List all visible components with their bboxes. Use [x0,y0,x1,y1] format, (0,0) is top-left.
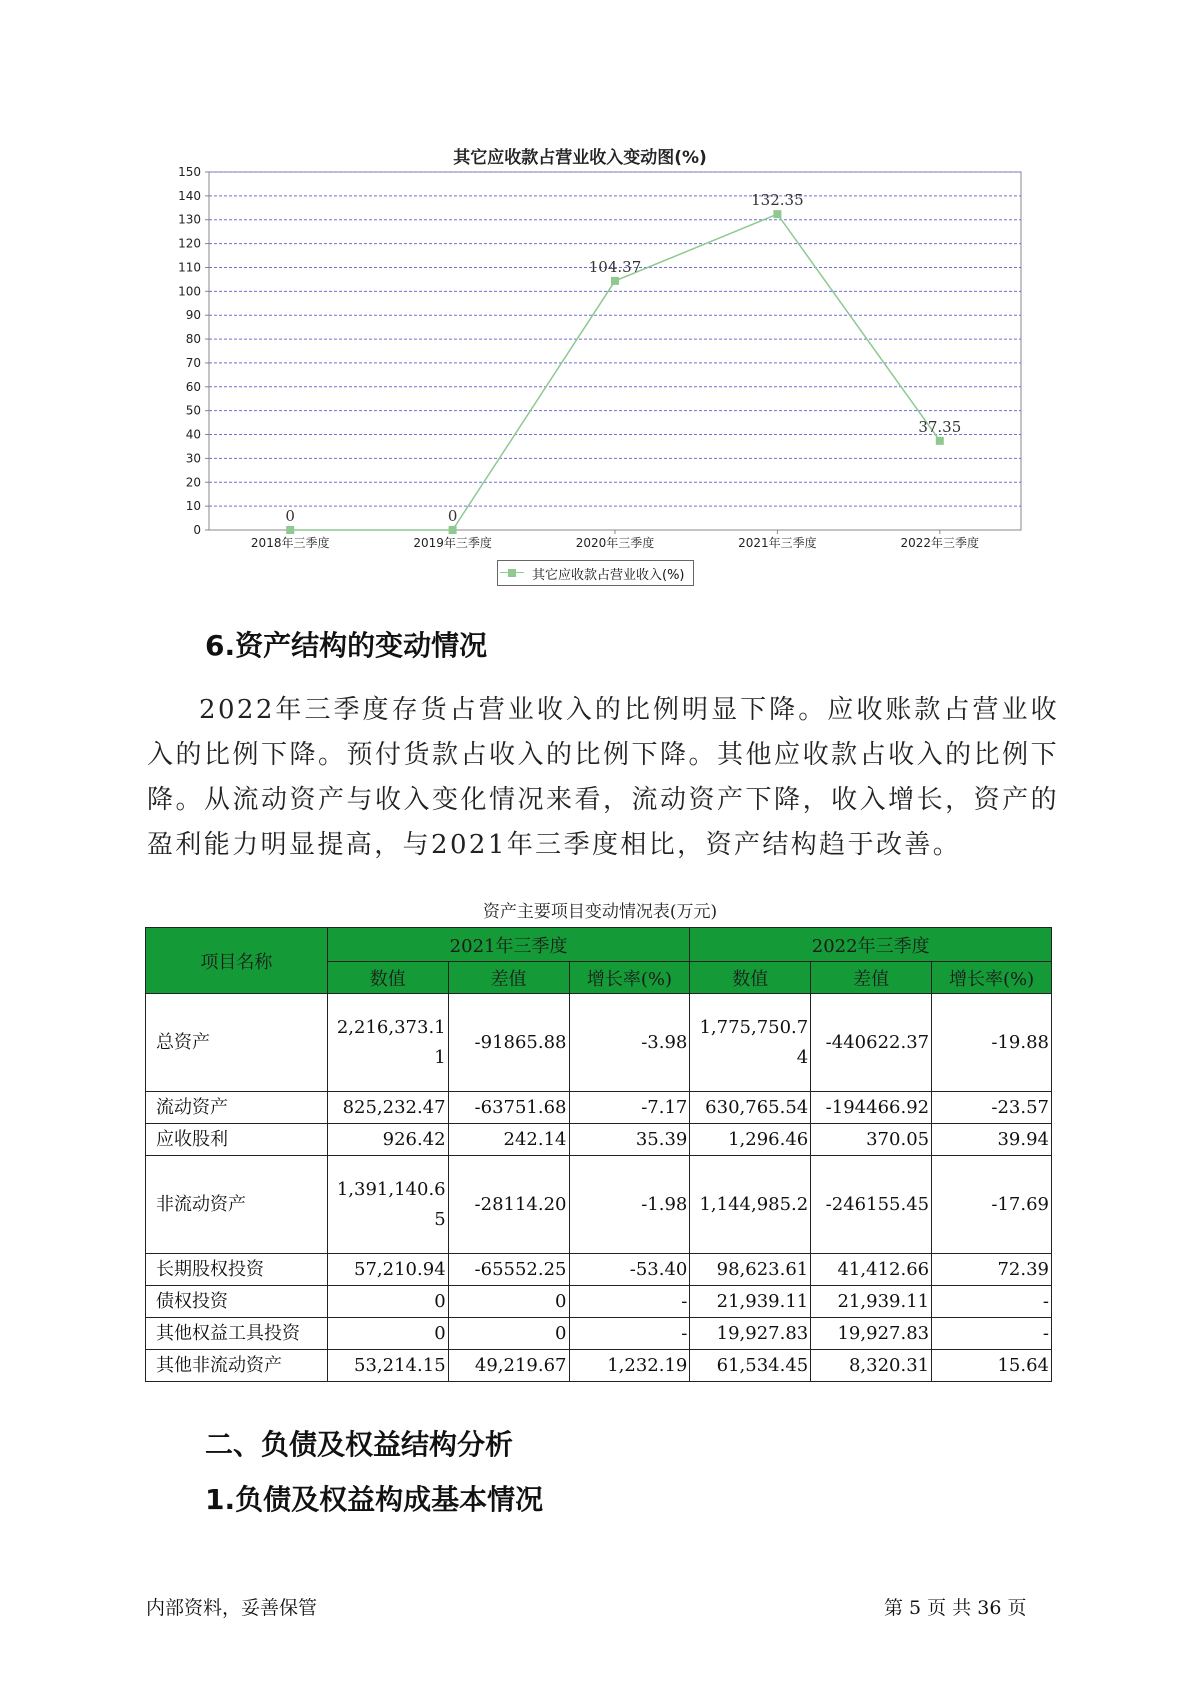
cell: 1,391,140.65 [327,1156,448,1254]
cell: 53,214.15 [327,1350,448,1382]
y-tick-label: 0 [193,523,201,537]
asset-structure-paragraph [147,688,1059,868]
cell: -63751.68 [448,1092,569,1124]
cell: -7.17 [569,1092,690,1124]
header-period-2021: 2021年三季度 [327,928,690,962]
cell: 0 [327,1286,448,1318]
y-tick-label: 50 [185,403,201,418]
cell: - [569,1286,690,1318]
y-tick-label: 150 [178,165,201,179]
cell: -23.57 [932,1092,1052,1124]
x-tick-label: 2022年三季度 [900,536,980,550]
table-row [146,1318,1052,1350]
y-tick-label: 100 [178,284,201,299]
table-row [146,1092,1052,1124]
cell: 1,232.19 [569,1350,690,1382]
x-tick-label: 2018年三季度 [250,536,330,550]
cell: -1.98 [569,1156,690,1254]
cell: -17.69 [932,1156,1052,1254]
cell: 370.05 [811,1124,932,1156]
table-row [146,994,1052,1092]
cell: -19.88 [932,994,1052,1092]
y-tick-label: 120 [178,236,201,251]
cell: 19,927.83 [690,1318,811,1350]
y-tick-label: 90 [185,308,201,323]
subheader-value: 数值 [690,962,811,994]
data-label: 0 [447,507,458,525]
cell: 39.94 [932,1124,1052,1156]
table-row [146,1286,1052,1318]
cell: - [932,1318,1052,1350]
table-row [146,1124,1052,1156]
section-heading-asset-structure: 6.资产结构的变动情况 [205,629,488,662]
chart-title: 其它应收款占营业收入变动图(%) [453,148,707,168]
cell: -440622.37 [811,994,932,1092]
cell: 8,320.31 [811,1350,932,1382]
x-tick-label: 2019年三季度 [413,536,492,550]
row-name: 其他非流动资产 [146,1350,328,1382]
subheader-diff: 差值 [811,962,932,994]
header-item-name: 项目名称 [146,928,328,994]
row-name: 其他权益工具投资 [146,1318,328,1350]
row-name: 长期股权投资 [146,1254,328,1286]
row-name: 应收股利 [146,1124,328,1156]
data-point [936,437,944,445]
x-tick-label: 2020年三季度 [575,536,655,550]
data-label: 132.35 [751,191,804,210]
cell: -246155.45 [811,1156,932,1254]
cell: 35.39 [569,1124,690,1156]
subheader-growth: 增长率(%) [569,962,690,994]
cell: 21,939.11 [690,1286,811,1318]
legend-label: 其它应收款占营业收入(%) [532,567,685,583]
data-point [449,526,457,534]
cell: - [932,1286,1052,1318]
subheader-growth: 增长率(%) [932,962,1052,994]
cell: 630,765.54 [690,1092,811,1124]
cell: 57,210.94 [327,1254,448,1286]
cell: -28114.20 [448,1156,569,1254]
table-row [146,1156,1052,1254]
y-tick-label: 110 [178,260,201,275]
cell: 242.14 [448,1124,569,1156]
line-chart [0,0,1191,560]
row-name: 非流动资产 [146,1156,328,1254]
y-tick-label: 30 [185,451,201,466]
y-tick-label: 10 [185,499,201,514]
y-tick-label: 140 [178,188,201,203]
y-tick-label: 80 [185,332,201,347]
chart-legend [497,560,694,586]
data-label: 0 [285,507,295,525]
data-point [611,277,619,285]
table-row [146,1350,1052,1382]
cell: 21,939.11 [811,1286,932,1318]
y-tick-label: 20 [185,475,201,490]
x-tick-label: 2021年三季度 [738,536,817,550]
cell: -91865.88 [448,994,569,1092]
subheader-diff: 差值 [448,962,569,994]
cell: 61,534.45 [690,1350,811,1382]
header-period-2022: 2022年三季度 [690,928,1052,962]
row-name: 债权投资 [146,1286,328,1318]
cell: 0 [448,1318,569,1350]
table-row [146,1254,1052,1286]
footer-page-number: 第 5 页 共 36 页 [884,1597,1027,1619]
data-label: 37.35 [918,417,962,436]
cell: 1,775,750.74 [690,994,811,1092]
cell: 825,232.47 [327,1092,448,1124]
y-tick-label: 60 [185,379,201,394]
data-label: 104.37 [588,257,642,276]
paragraph-text: 2022年三季度存货占营业收入的比例明显下降。应收账款占营业收入的比例下降。预付货款占收入的比例下降。其他应收款占收入的比例下降。从流动资产与收入变化情况来看，流动资产下降，收入增长，资产的盈利能力明显提高，与2021年三季度相比，资产结构趋于改善。 [147,695,1059,860]
row-name: 总资产 [146,994,328,1092]
subsection-heading-liabilities-basic: 1.负债及权益构成基本情况 [205,1483,544,1516]
y-tick-label: 70 [185,355,201,370]
cell: 1,144,985.2 [690,1156,811,1254]
cell: 926.42 [327,1124,448,1156]
cell: 19,927.83 [811,1318,932,1350]
cell: 72.39 [932,1254,1052,1286]
plot-area [209,172,1021,530]
cell: 2,216,373.11 [327,994,448,1092]
cell: - [569,1318,690,1350]
cell: 15.64 [932,1350,1052,1382]
cell: 1,296.46 [690,1124,811,1156]
table-caption: 资产主要项目变动情况表(万元) [482,902,718,922]
cell: 98,623.61 [690,1254,811,1286]
cell: -65552.25 [448,1254,569,1286]
cell: 41,412.66 [811,1254,932,1286]
y-tick-label: 40 [185,427,201,442]
section-heading-liabilities: 二、负债及权益结构分析 [205,1428,514,1461]
cell: -53.40 [569,1254,690,1286]
asset-change-table [145,927,1052,1382]
cell: 0 [327,1318,448,1350]
cell: -3.98 [569,994,690,1092]
cell: 0 [448,1286,569,1318]
subheader-value: 数值 [327,962,448,994]
row-name: 流动资产 [146,1092,328,1124]
data-point [286,526,294,534]
footer-confidential: 内部资料，妥善保管 [146,1597,318,1619]
cell: 49,219.67 [448,1350,569,1382]
data-point [773,210,781,218]
legend-marker-icon [508,569,516,577]
y-tick-label: 130 [178,212,201,227]
cell: -194466.92 [811,1092,932,1124]
